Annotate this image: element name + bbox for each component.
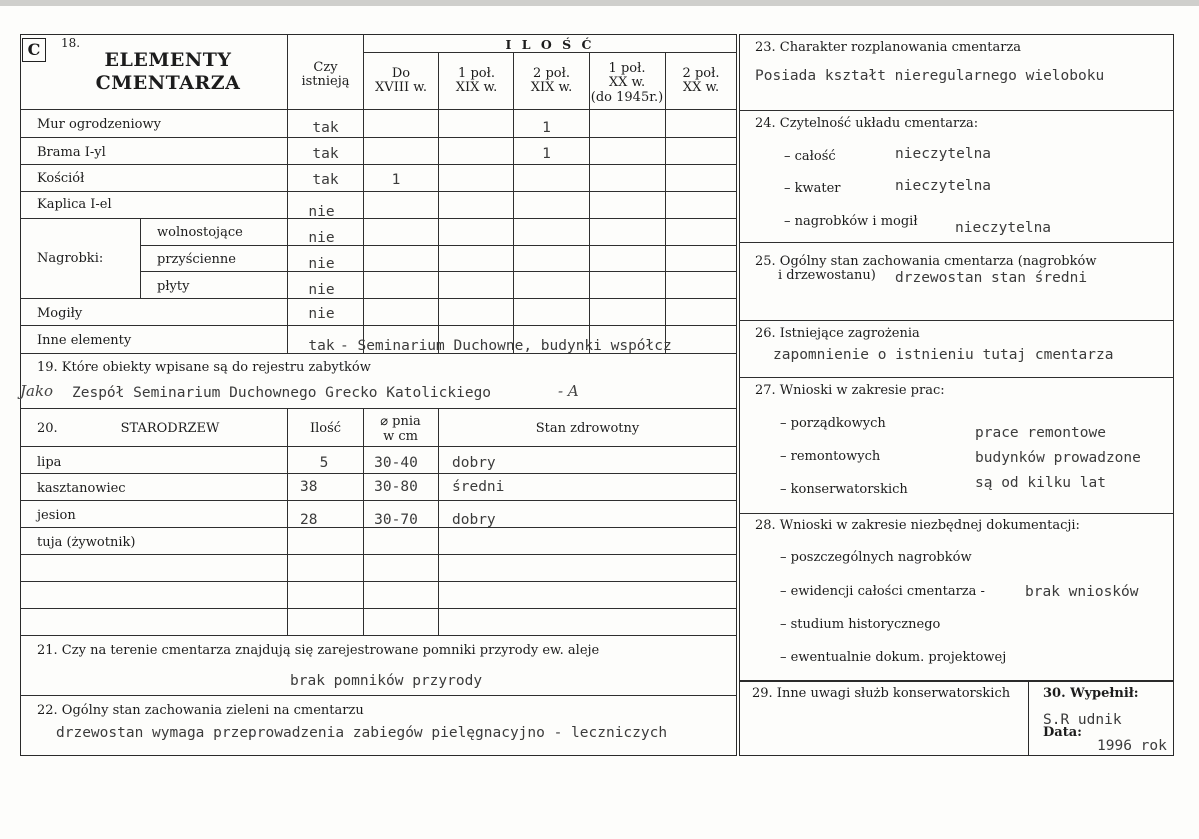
row-exists-plyty: nie	[308, 282, 335, 298]
col-ilosc-header: I L O Ś Ć	[505, 37, 595, 52]
filled-by-name: S.R udnik	[1043, 712, 1122, 728]
card-letter-box: C	[22, 38, 46, 62]
section-27-item: – konserwatorskich	[780, 482, 908, 497]
grid-line	[20, 500, 737, 501]
grid-line	[20, 218, 737, 219]
grid-line	[20, 554, 737, 555]
row-exists-wolnostojace: nie	[308, 230, 335, 246]
tree-qty: 5	[319, 455, 329, 471]
tree-health: dobry	[452, 455, 496, 471]
grid-line	[140, 218, 141, 298]
section-27-value-line3: są od kilku lat	[975, 475, 1106, 491]
section-19-label: 19. Które obiekty wpisane są do rejestru zabytków	[37, 360, 371, 375]
section-23-value: Posiada kształt nieregularnego wieloboku	[755, 68, 1105, 84]
row-exists-kaplica: nie	[308, 204, 335, 220]
col-czy-istnieja-line2: istnieją	[301, 74, 350, 89]
section-28-item: – ewidencji całości cmentarza -	[780, 584, 985, 599]
period-header-3-l1: 2 poł.	[533, 66, 570, 81]
row-exists-brama: tak	[312, 146, 339, 162]
grid-line	[20, 446, 737, 447]
section-27-value-line1: prace remontowe	[975, 425, 1106, 441]
col-stan-zdrowotny: Stan zdrowotny	[535, 421, 640, 436]
section-19-handwritten-prefix: Jako	[20, 382, 54, 400]
section-20-title: STARODRZEW	[120, 421, 220, 436]
filled-date: 1996 rok	[1097, 738, 1167, 754]
row-exists-mogily: nie	[308, 306, 335, 322]
section-19-handwritten-suffix: - A	[558, 382, 579, 400]
section-21-value: brak pomników przyrody	[290, 673, 483, 689]
period-header-4-l1: 1 poł.	[608, 61, 646, 76]
section-24-item-value: nieczytelna	[895, 146, 992, 162]
section-22-label: 22. Ogólny stan zachowania zieleni na cmentarzu	[37, 703, 364, 718]
tree-name: jesion	[37, 508, 76, 523]
grid-line	[739, 110, 1174, 111]
section-24-item-label: – całość	[784, 149, 836, 164]
tree-health: dobry	[452, 512, 496, 528]
grid-line	[438, 408, 439, 635]
col-pnia-line1: ⌀ pnia	[380, 414, 421, 429]
section-19-value: Zespół Seminarium Duchownego Grecko Katolickiego	[72, 385, 492, 401]
section-23-label: 23. Charakter rozplanowania cmentarza	[755, 40, 1022, 55]
section-28-label: 28. Wnioski w zakresie niezbędnej dokumentacji:	[755, 518, 1080, 533]
row-exists-inne: tak	[308, 338, 335, 354]
section-28-item: – studium historycznego	[780, 617, 941, 632]
grid-line	[665, 52, 666, 354]
grid-line	[20, 408, 737, 409]
section-29-label: 29. Inne uwagi służb konserwatorskich	[752, 686, 1011, 701]
row-label-kaplica: Kaplica I-el	[37, 197, 112, 212]
period-header-1-l2: XVIII w.	[375, 80, 427, 95]
row-label-wolnostojace: wolnostojące	[157, 225, 243, 240]
col-czy-istnieja-line1: Czy	[313, 60, 338, 75]
row-exists-przyscienne: nie	[308, 256, 335, 272]
row-label-mogily: Mogiły	[37, 306, 83, 321]
section-27-value-line2: budynków prowadzone	[975, 450, 1141, 466]
tree-diameter: 30-70	[374, 512, 418, 528]
grid-line	[20, 137, 737, 138]
grid-line	[589, 52, 590, 354]
tree-name: lipa	[37, 455, 62, 470]
row-label-przyscienne: przyścienne	[157, 252, 236, 267]
section-24-item-value: nieczytelna	[895, 178, 992, 194]
section-24-label: 24. Czytelność układu cmentarza:	[755, 116, 979, 131]
section-26-value: zapomnienie o istnieniu tutaj cmentarza	[773, 347, 1114, 363]
section-18-number: 18.	[61, 36, 81, 50]
row-qty-mur: 1	[542, 120, 551, 136]
grid-line	[438, 52, 439, 354]
tree-qty: 38	[300, 479, 318, 495]
section-25-label-line2: i drzewostanu)	[778, 268, 876, 283]
row-qty-kosciol: 1	[391, 172, 401, 188]
grid-line	[20, 191, 737, 192]
period-header-5-l2: XX w.	[682, 80, 720, 95]
section-27-label: 27. Wnioski w zakresie prac:	[755, 383, 945, 398]
grid-line	[20, 109, 737, 110]
section-28-item: – ewentualnie dokum. projektowej	[780, 650, 1007, 665]
col-pnia-line2: w cm	[383, 429, 418, 444]
tree-diameter: 30-40	[374, 455, 418, 471]
period-header-1-l1: Do	[391, 66, 411, 81]
period-header-3-l2: XIX w.	[530, 80, 573, 95]
grid-line	[140, 245, 737, 246]
grid-line	[739, 513, 1174, 514]
col-ilosc-drzew: Ilość	[309, 421, 342, 436]
grid-line	[140, 271, 737, 272]
section-21-label: 21. Czy na terenie cmentarza znajdują się zarejestrowane pomniki przyrody ew. aleje	[37, 643, 600, 658]
tree-name: tuja (żywotnik)	[37, 535, 136, 550]
section-18-title-line2: CMENTARZA	[95, 72, 241, 94]
section-30-label: 30. Wypełnił:	[1043, 686, 1139, 701]
grid-line	[20, 325, 737, 326]
tree-diameter: 30-80	[374, 479, 418, 495]
grid-line	[363, 34, 364, 354]
row-label-brama: Brama I-yl	[37, 145, 106, 160]
grid-line	[20, 581, 737, 582]
section-28-item: – poszczególnych nagrobków	[780, 550, 972, 565]
grid-line	[363, 52, 737, 53]
grid-line	[287, 408, 288, 635]
grid-line	[20, 164, 737, 165]
section-22-value: drzewostan wymaga przeprowadzenia zabiegów pielęgnacyjno - leczniczych	[56, 725, 668, 741]
period-header-5-l1: 2 poł.	[682, 66, 720, 81]
row-note-inne: - Seminarium Duchowne, budynki współcz	[340, 338, 672, 354]
scan-edge	[0, 0, 1199, 6]
tree-name: kasztanowiec	[37, 481, 126, 496]
grid-line	[20, 473, 737, 474]
section-24-item-label: – nagrobków i mogił	[784, 214, 918, 229]
section-25-label-line1: 25. Ogólny stan zachowania cmentarza (nagrobków	[755, 254, 1097, 269]
row-label-mur: Mur ogrodzeniowy	[37, 117, 161, 132]
section-24-item-value: nieczytelna	[955, 220, 1052, 236]
grid-line	[20, 298, 737, 299]
row-label-inne: Inne elementy	[37, 333, 132, 348]
period-header-2-l2: XIX w.	[455, 80, 498, 95]
row-label-kosciol: Kościół	[37, 171, 85, 186]
grid-line	[20, 695, 737, 696]
row-label-nagrobki: Nagrobki:	[37, 251, 104, 266]
grid-line	[739, 320, 1174, 321]
row-label-plyty: płyty	[157, 279, 190, 294]
tree-health: średni	[452, 479, 505, 495]
section-18-title-line1: ELEMENTY	[104, 49, 232, 71]
row-exists-kosciol: tak	[312, 172, 339, 188]
period-header-2-l1: 1 poł.	[458, 66, 495, 81]
section-27-item: – remontowych	[780, 449, 881, 464]
row-qty-brama: 1	[542, 146, 551, 162]
grid-line	[739, 377, 1174, 378]
grid-line	[20, 608, 737, 609]
tree-qty: 28	[300, 512, 318, 528]
date-label: Data:	[1043, 725, 1082, 740]
grid-line	[513, 52, 514, 354]
section-27-item: – porządkowych	[780, 416, 886, 431]
section-25-value: drzewostan stan średni	[895, 270, 1088, 286]
row-exists-mur: tak	[312, 120, 339, 136]
period-header-4-l2: XX w.	[608, 75, 646, 90]
grid-line	[20, 635, 737, 636]
period-header-4-l3: (do 1945r.)	[590, 90, 664, 105]
section-24-item-label: – kwater	[784, 181, 841, 196]
section-26-label: 26. Istniejące zagrożenia	[755, 326, 920, 341]
grid-line	[739, 242, 1174, 243]
section-20-number: 20.	[37, 421, 58, 436]
section-28-value: brak wniosków	[1025, 584, 1139, 600]
